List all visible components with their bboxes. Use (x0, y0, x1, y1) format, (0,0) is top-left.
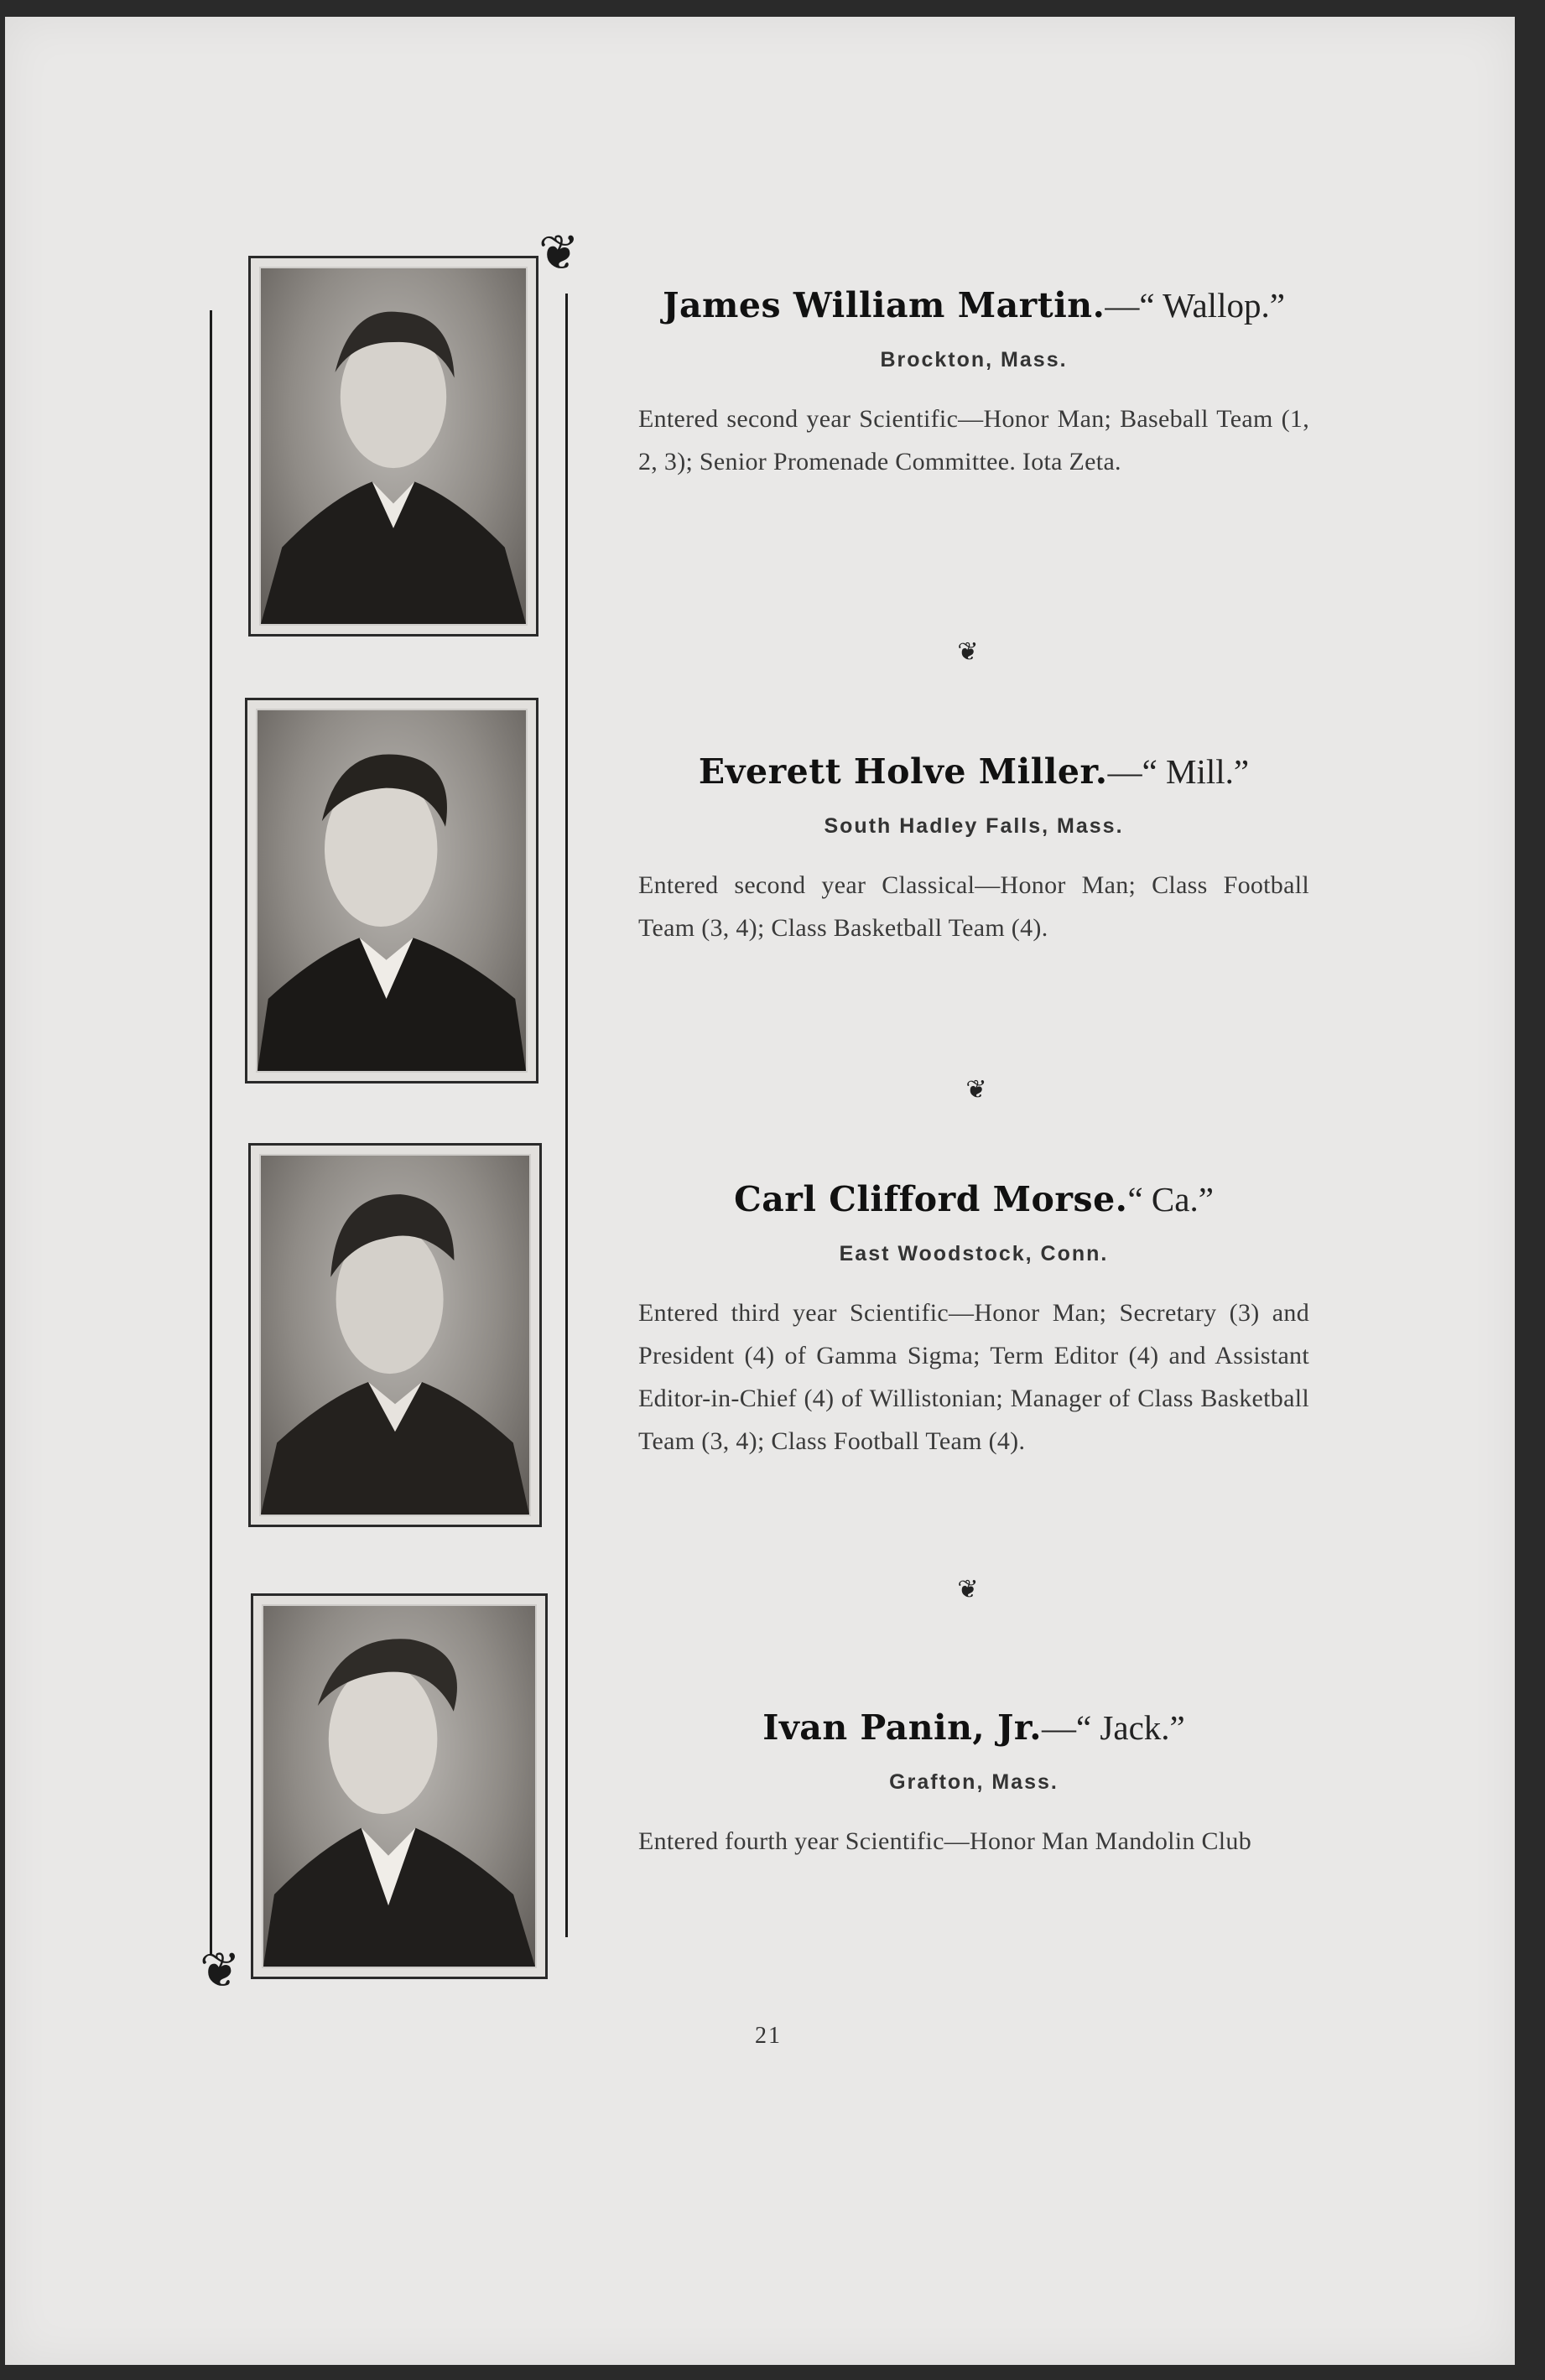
right-border-line (565, 294, 568, 1937)
entry-heading (638, 753, 1309, 791)
bottom-ornament-icon: ❦ (200, 1941, 241, 1998)
portrait-photo (248, 1143, 542, 1527)
biography-text: Entered second year Classical—Honor Man; Class Football Team (3, 4); Class Basketball Team (4). (638, 871, 1309, 943)
entry-heading (638, 1181, 1309, 1219)
hometown: South Hadley Falls, Mass. (824, 814, 1124, 839)
top-ornament-icon: ❦ (538, 224, 580, 281)
portrait-silhouette-icon (263, 1606, 535, 1967)
student-name: Carl Clifford Morse. (734, 1179, 1128, 1219)
yearbook-page (5, 17, 1515, 2365)
student-nickname: —“ Mill.” (1107, 752, 1250, 791)
portrait-photo (251, 1593, 548, 1979)
portrait-silhouette-icon (258, 710, 526, 1071)
student-name: Ivan Panin, Jr. (762, 1707, 1042, 1748)
entry-heading (638, 287, 1309, 325)
biography-entry (638, 1709, 1309, 1863)
student-name: Everett Holve Miller. (698, 751, 1108, 792)
portrait-photo (248, 256, 538, 637)
portrait-silhouette-icon (261, 1156, 529, 1515)
separator-ornament-icon: ❦ (957, 637, 979, 667)
biography-entry (638, 1181, 1309, 1463)
portrait-photo (245, 698, 538, 1083)
student-nickname: —“ Jack.” (1041, 1708, 1185, 1747)
hometown: Grafton, Mass. (889, 1770, 1059, 1795)
hometown: East Woodstock, Conn. (839, 1242, 1109, 1266)
hometown: Brockton, Mass. (880, 348, 1068, 372)
entry-heading (638, 1709, 1309, 1747)
student-name: James William Martin. (663, 285, 1105, 325)
student-nickname: —“ Wallop.” (1105, 286, 1285, 325)
separator-ornament-icon: ❦ (957, 1575, 979, 1604)
separator-ornament-icon: ❦ (965, 1075, 987, 1104)
portrait-silhouette-icon (261, 268, 526, 624)
page-number: 21 (755, 2023, 782, 2049)
biography-entry (638, 287, 1309, 483)
student-nickname: “ Ca.” (1127, 1180, 1214, 1219)
biography-text: Entered fourth year Scientific—Honor Man Mandolin Club (638, 1827, 1252, 1856)
biography-text: Entered second year Scientific—Honor Man; Baseball Team (1, 2, 3); Senior Promenade Committee. Iota Zeta. (638, 405, 1309, 476)
biography-text: Entered third year Scientific—Honor Man; Secretary (3) and President (4) of Gamma Sigma; Term Editor (4) and Assistant Editor-in-Chief (4) of Willistonian; Manager of Class Basketball Team (3, 4); Class Football Team (4). (638, 1299, 1309, 1456)
left-border-line (210, 310, 212, 1954)
biography-entry (638, 753, 1309, 949)
